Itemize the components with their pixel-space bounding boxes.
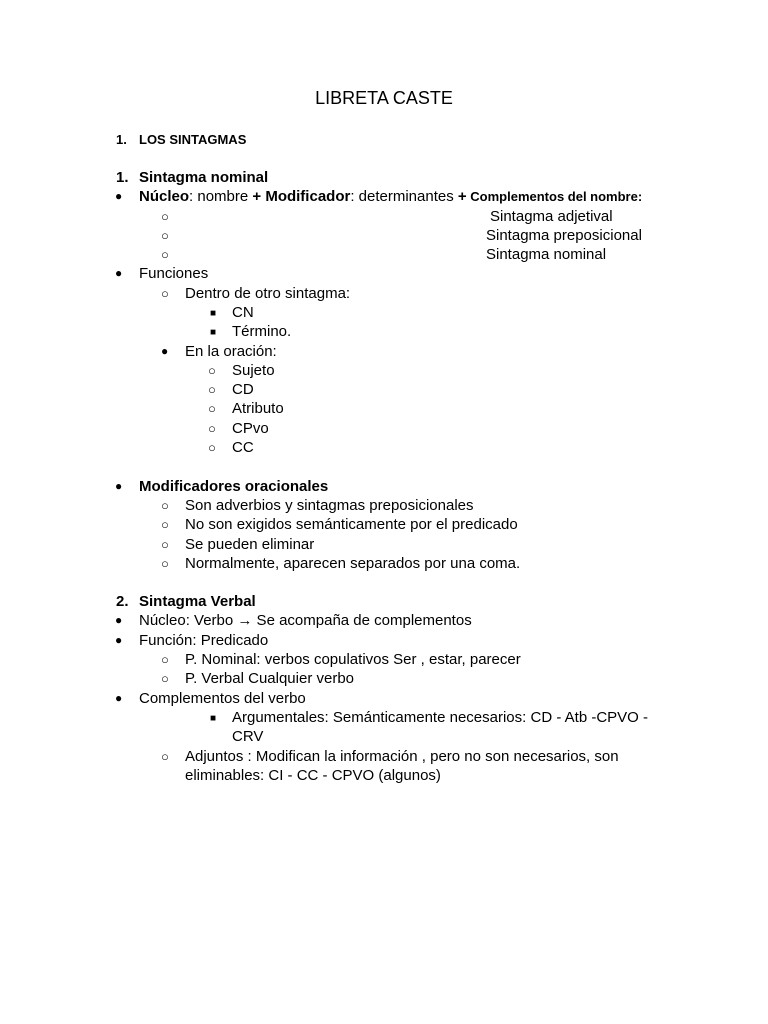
plus-sign: + [457, 188, 467, 205]
list-item: Sintagma nominal [486, 246, 607, 263]
modificador-text: : determinantes [350, 188, 458, 205]
section-heading: LOS SINTAGMAS [139, 132, 247, 147]
circle-marker: ○ [161, 517, 169, 532]
nucleo-line [139, 187, 642, 206]
list-item: Son adverbios y sintagmas preposicionales [185, 497, 474, 514]
list-item: Dentro de otro sintagma: [185, 285, 351, 302]
bullet-marker: ● [115, 479, 123, 493]
list-item: Término. [232, 323, 292, 340]
list-item: Núcleo: Verbo → Se acompaña de complementos [139, 612, 472, 629]
circle-marker: ○ [208, 440, 216, 455]
square-marker: ■ [210, 327, 217, 338]
heading-number: 2. [116, 593, 129, 610]
bullet-marker: ● [115, 633, 123, 647]
list-item: CPvo [232, 420, 269, 437]
circle-marker: ○ [161, 228, 169, 243]
circle-marker: ○ [161, 537, 169, 552]
square-marker: ■ [210, 713, 217, 724]
bullet-marker: ● [115, 189, 123, 203]
list-item: Adjuntos : Modifican la información , pero no son necesarios, son [185, 748, 619, 765]
modificador-label: Modificador [261, 188, 351, 205]
complementos-label: Complementos del nombre: [466, 189, 643, 204]
list-item-continued: CRV [232, 728, 264, 745]
heading-number: 1. [116, 169, 129, 186]
list-item: Normalmente, aparecen separados por una coma. [185, 555, 521, 572]
bullet-marker: ● [115, 266, 123, 280]
list-item: Función: Predicado [139, 632, 269, 649]
list-item: No son exigidos semánticamente por el predicado [185, 516, 518, 533]
page-title: LIBRETA CASTE [315, 88, 453, 108]
list-item: Sujeto [232, 362, 275, 379]
nucleo-text: : nombre [189, 188, 253, 205]
bullet-marker: ● [161, 344, 169, 358]
circle-marker: ○ [208, 382, 216, 397]
list-item: CD [232, 381, 254, 398]
list-item: P. Nominal: verbos copulativos Ser , estar, parecer [185, 651, 521, 668]
list-item: Se pueden eliminar [185, 536, 315, 553]
nucleo-label: Núcleo [139, 188, 190, 205]
list-item: CC [232, 439, 254, 456]
list-item: CN [232, 304, 254, 321]
list-item: Complementos del verbo [139, 690, 306, 707]
bullet-marker: ● [115, 691, 123, 705]
circle-marker: ○ [161, 286, 169, 301]
list-item: Funciones [139, 265, 209, 282]
list-item: Sintagma preposicional [486, 227, 642, 244]
plus-sign: + [252, 188, 262, 205]
list-item: P. Verbal Cualquier verbo [185, 670, 354, 687]
section-heading: Modificadores oracionales [139, 478, 329, 495]
heading-number: 1. [116, 132, 127, 147]
list-item: Sintagma adjetival [490, 208, 613, 225]
list-item-continued: eliminables: CI - CC - CPVO (algunos) [185, 767, 441, 784]
circle-marker: ○ [161, 247, 169, 262]
circle-marker: ○ [161, 671, 169, 686]
circle-marker: ○ [161, 498, 169, 513]
circle-marker: ○ [208, 421, 216, 436]
bullet-marker: ● [115, 613, 123, 627]
circle-marker: ○ [208, 401, 216, 416]
circle-marker: ○ [161, 749, 169, 764]
section-heading: Sintagma nominal [139, 169, 269, 186]
square-marker: ■ [210, 308, 217, 319]
list-item: En la oración: [185, 343, 277, 360]
section-heading: Sintagma Verbal [139, 593, 256, 610]
circle-marker: ○ [161, 652, 169, 667]
circle-marker: ○ [161, 556, 169, 571]
circle-marker: ○ [208, 363, 216, 378]
list-item: Argumentales: Semánticamente necesarios: CD - Atb -CPVO - [232, 709, 649, 726]
circle-marker: ○ [161, 209, 169, 224]
list-item: Atributo [232, 400, 284, 417]
